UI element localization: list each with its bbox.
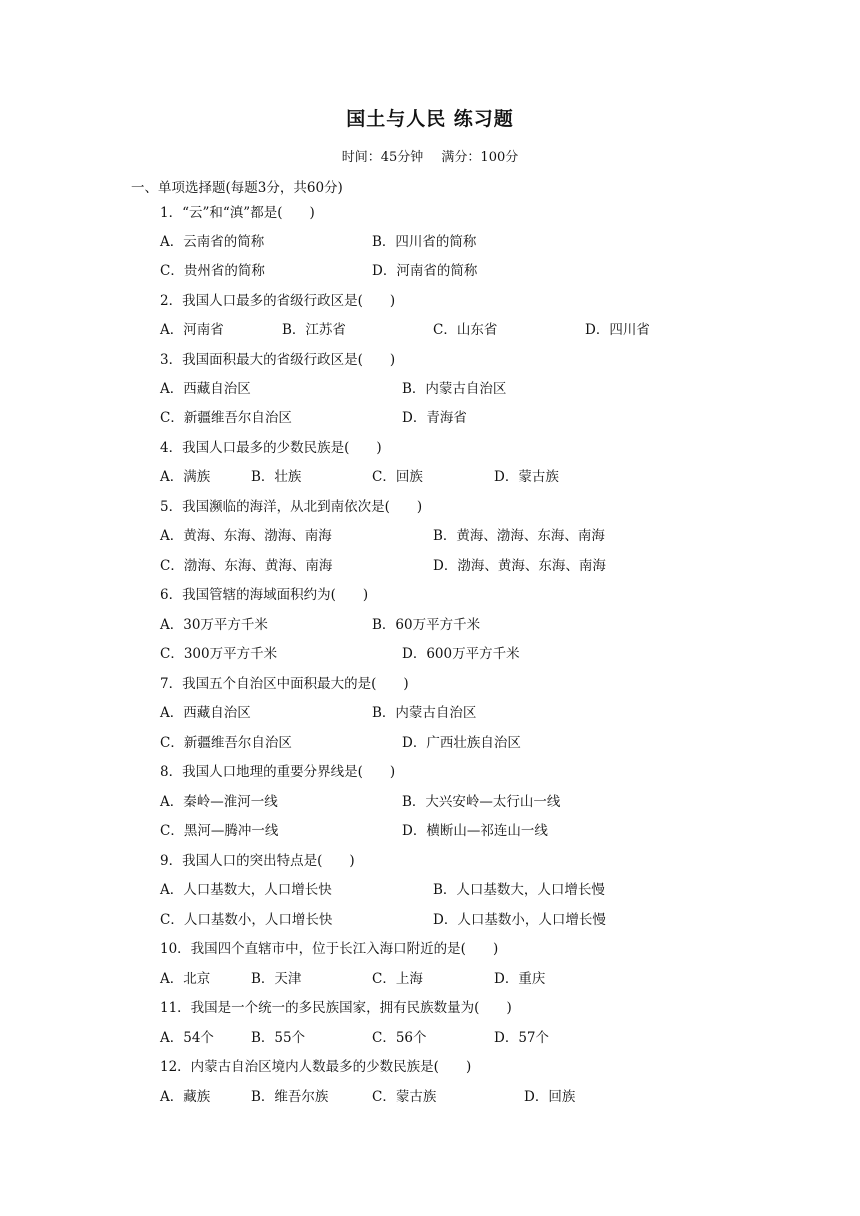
question-stem-7: 7．我国五个自治区中面积最大的是( ) [160, 676, 409, 692]
option-7-a[interactable]: A．西藏自治区 [160, 705, 251, 721]
exam-meta [0, 146, 860, 165]
full-score: 满分：100分 [441, 150, 519, 165]
option-10-b[interactable]: B．天津 [251, 971, 302, 987]
option-11-b[interactable]: B．55个 [251, 1030, 306, 1046]
page-title: 国土与人民 练习题 [346, 108, 514, 130]
option-1-c[interactable]: C．贵州省的简称 [160, 263, 265, 279]
option-5-b[interactable]: B．黄海、渤海、东海、南海 [433, 528, 605, 544]
option-8-a[interactable]: A．秦岭—淮河一线 [160, 794, 278, 810]
question-stem-6: 6．我国管辖的海域面积约为( ) [160, 587, 369, 603]
option-9-d[interactable]: D．人口基数小，人口增长慢 [433, 912, 606, 928]
question-stem-8: 8．我国人口地理的重要分界线是( ) [160, 764, 396, 780]
question-stem-4: 4．我国人口最多的少数民族是( ) [160, 440, 382, 456]
option-10-c[interactable]: C．上海 [372, 971, 423, 987]
option-11-a[interactable]: A．54个 [160, 1030, 214, 1046]
question-stem-10: 10．我国四个直辖市中，位于长江入海口附近的是( ) [160, 941, 499, 957]
option-10-a[interactable]: A．北京 [160, 971, 211, 987]
option-3-a[interactable]: A．西藏自治区 [160, 381, 251, 397]
option-12-b[interactable]: B．维吾尔族 [251, 1089, 329, 1105]
option-7-d[interactable]: D．广西壮族自治区 [402, 735, 521, 751]
option-5-a[interactable]: A．黄海、东海、渤海、南海 [160, 528, 332, 544]
question-stem-11: 11．我国是一个统一的多民族国家，拥有民族数量为( ) [160, 1000, 512, 1016]
option-6-a[interactable]: A．30万平方千米 [160, 617, 268, 633]
option-4-b[interactable]: B．壮族 [251, 469, 302, 485]
option-6-c[interactable]: C．300万平方千米 [160, 646, 278, 662]
question-stem-3: 3．我国面积最大的省级行政区是( ) [160, 352, 396, 368]
option-2-a[interactable]: A．河南省 [160, 322, 224, 338]
option-9-a[interactable]: A．人口基数大，人口增长快 [160, 882, 332, 898]
option-5-d[interactable]: D．渤海、黄海、东海、南海 [433, 558, 606, 574]
option-11-c[interactable]: C．56个 [372, 1030, 427, 1046]
option-12-c[interactable]: C．蒙古族 [372, 1089, 437, 1105]
option-6-d[interactable]: D．600万平方千米 [402, 646, 520, 662]
option-9-b[interactable]: B．人口基数大，人口增长慢 [433, 882, 605, 898]
option-5-c[interactable]: C．渤海、东海、黄海、南海 [160, 558, 333, 574]
question-stem-2: 2．我国人口最多的省级行政区是( ) [160, 293, 396, 309]
question-stem-9: 9．我国人口的突出特点是( ) [160, 853, 355, 869]
option-11-d[interactable]: D．57个 [494, 1030, 550, 1046]
option-3-c[interactable]: C．新疆维吾尔自治区 [160, 410, 292, 426]
time-limit: 时间：45分钟 [341, 150, 424, 165]
option-7-c[interactable]: C．新疆维吾尔自治区 [160, 735, 292, 751]
option-4-c[interactable]: C．回族 [372, 469, 423, 485]
option-2-b[interactable]: B．江苏省 [282, 322, 346, 338]
section-heading: 一、单项选择题(每题3分，共60分) [131, 180, 343, 196]
option-8-d[interactable]: D．横断山—祁连山一线 [402, 823, 548, 839]
option-10-d[interactable]: D．重庆 [494, 971, 546, 987]
option-3-b[interactable]: B．内蒙古自治区 [402, 381, 507, 397]
option-1-a[interactable]: A．云南省的简称 [160, 234, 265, 250]
question-stem-1: 1．“云”和“滇”都是( ) [160, 205, 315, 221]
option-1-b[interactable]: B．四川省的简称 [372, 234, 477, 250]
question-stem-12: 12．内蒙古自治区境内人数最多的少数民族是( ) [160, 1059, 472, 1075]
option-7-b[interactable]: B．内蒙古自治区 [372, 705, 477, 721]
option-12-a[interactable]: A．藏族 [160, 1089, 211, 1105]
option-3-d[interactable]: D．青海省 [402, 410, 467, 426]
option-9-c[interactable]: C．人口基数小，人口增长快 [160, 912, 333, 928]
option-6-b[interactable]: B．60万平方千米 [372, 617, 481, 633]
option-1-d[interactable]: D．河南省的简称 [372, 263, 478, 279]
option-2-c[interactable]: C．山东省 [433, 322, 498, 338]
question-stem-5: 5．我国濒临的海洋，从北到南依次是( ) [160, 499, 423, 515]
option-2-d[interactable]: D．四川省 [585, 322, 650, 338]
option-8-b[interactable]: B．大兴安岭—太行山一线 [402, 794, 561, 810]
option-4-a[interactable]: A．满族 [160, 469, 211, 485]
option-8-c[interactable]: C．黑河—腾冲一线 [160, 823, 279, 839]
option-12-d[interactable]: D．回族 [524, 1089, 576, 1105]
option-4-d[interactable]: D．蒙古族 [494, 469, 559, 485]
